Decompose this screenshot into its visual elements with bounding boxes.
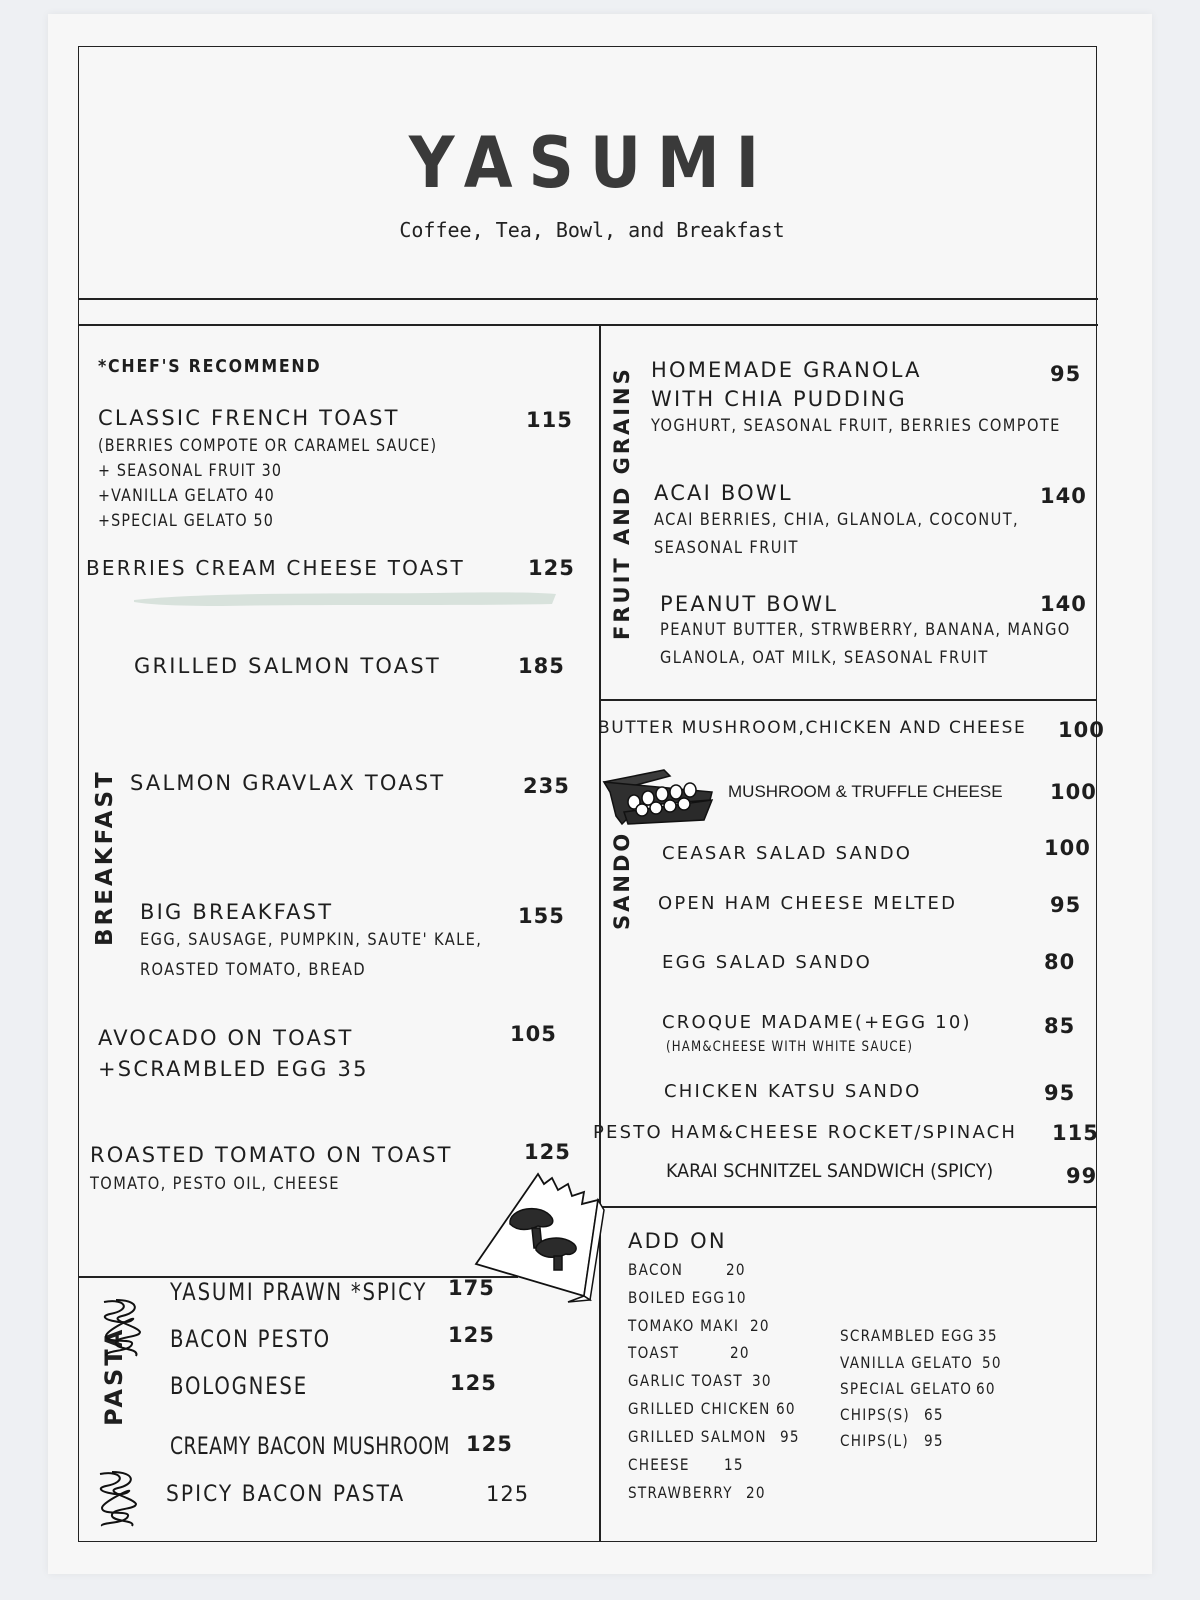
item-description: YOGHURT, SEASONAL FRUIT, BERRIES COMPOTE: [651, 416, 1061, 436]
item-description: SEASONAL FRUIT: [654, 538, 799, 558]
item-price: 95: [1050, 893, 1082, 917]
egg-carton-icon: [600, 762, 718, 828]
item-price: 125: [466, 1432, 513, 1456]
menu-page: [48, 14, 1152, 1574]
item-price: 100: [1050, 780, 1097, 804]
item-name-line2: +SCRAMBLED EGG 35: [98, 1057, 369, 1081]
add-on-name: TOMAKO MAKI: [628, 1316, 740, 1335]
add-on-price: 20: [730, 1343, 750, 1362]
item-name: BOLOGNESE: [170, 1372, 308, 1400]
item-name: CROQUE MADAME(+EGG 10): [662, 1012, 972, 1033]
item-name: BUTTER MUSHROOM,CHICKEN AND CHEESE: [598, 718, 1027, 738]
add-on-name: BOILED EGG: [628, 1288, 726, 1307]
item-name: GRILLED SALMON TOAST: [134, 654, 441, 678]
item-name: EGG SALAD SANDO: [662, 952, 872, 973]
item-price: 99: [1066, 1164, 1098, 1188]
item-note: + SEASONAL FRUIT 30: [98, 461, 283, 481]
item-price: 140: [1040, 484, 1087, 508]
section-title-breakfast: BREAKFAST: [92, 769, 118, 946]
add-on-price: 60: [776, 1399, 796, 1418]
add-on-price: 20: [746, 1483, 766, 1502]
item-price: 125: [448, 1323, 495, 1347]
add-on-price: 95: [924, 1431, 944, 1450]
tagline: Coffee, Tea, Bowl, and Breakfast: [399, 218, 785, 242]
add-on-name: STRAWBERRY: [628, 1483, 733, 1502]
add-on-name: GARLIC TOAST: [628, 1371, 744, 1390]
mushroom-bag-icon: [472, 1170, 632, 1320]
item-name: CLASSIC FRENCH TOAST: [98, 406, 400, 430]
add-on-price: 60: [976, 1379, 996, 1398]
item-name: CREAMY BACON MUSHROOM: [170, 1432, 450, 1460]
add-on-name: CHIPS(L): [840, 1431, 909, 1450]
item-price: 175: [448, 1276, 495, 1300]
item-description: PEANUT BUTTER, STRWBERRY, BANANA, MANGO: [660, 620, 1071, 640]
pasta-twist-icon: [96, 1296, 144, 1360]
add-on-name: GRILLED CHICKEN: [628, 1399, 771, 1418]
item-name: KARAI SCHNITZEL SANDWICH (SPICY): [666, 1160, 994, 1182]
item-name: MUSHROOM & TRUFFLE CHEESE: [728, 782, 1003, 801]
add-on-price: 65: [924, 1405, 944, 1424]
frame-top: [78, 46, 1096, 47]
item-price: 185: [518, 654, 565, 678]
item-name: SPICY BACON PASTA: [166, 1482, 406, 1507]
add-on-price: 20: [750, 1316, 770, 1335]
item-note: (HAM&CHEESE WITH WHITE SAUCE): [666, 1039, 914, 1055]
item-price: 80: [1044, 950, 1076, 974]
item-name-line2: WITH CHIA PUDDING: [651, 387, 907, 411]
add-on-price: 35: [978, 1326, 998, 1345]
add-on-name: BACON: [628, 1260, 684, 1279]
item-name: CEASAR SALAD SANDO: [662, 843, 913, 864]
item-price: 125: [486, 1482, 530, 1506]
item-price: 115: [526, 408, 573, 432]
header-divider-2: [78, 324, 1098, 326]
item-price: 115: [1052, 1121, 1099, 1145]
add-on-name: TOAST: [628, 1343, 680, 1362]
item-name: PEANUT BOWL: [660, 592, 839, 616]
item-price: 100: [1044, 836, 1091, 860]
add-on-price: 15: [724, 1455, 744, 1474]
item-price: 85: [1044, 1014, 1076, 1038]
item-price: 125: [524, 1140, 571, 1164]
item-price: 95: [1044, 1081, 1076, 1105]
column-divider: [599, 325, 601, 1541]
add-on-title: ADD ON: [628, 1229, 727, 1253]
add-on-price: 10: [727, 1288, 747, 1307]
section-title-fruit-and-grains: FRUIT AND GRAINS: [610, 366, 634, 640]
add-on-name: CHIPS(S): [840, 1405, 911, 1424]
brand-name: YASUMI: [408, 122, 776, 204]
add-on-name: CHEESE: [628, 1455, 690, 1474]
item-name: ROASTED TOMATO ON TOAST: [90, 1143, 453, 1167]
pasta-twist-icon: [92, 1468, 140, 1528]
item-name: BIG BREAKFAST: [140, 900, 334, 924]
item-price: 95: [1050, 362, 1082, 386]
item-name: BERRIES CREAM CHEESE TOAST: [86, 556, 465, 580]
sando-addon-divider: [600, 1206, 1096, 1208]
item-name: OPEN HAM CHEESE MELTED: [658, 893, 958, 914]
add-on-price: 95: [780, 1427, 800, 1446]
item-description: ROASTED TOMATO, BREAD: [140, 960, 367, 980]
section-title-pasta: PASTA: [100, 1326, 128, 1426]
chefs-recommend-label: *CHEF'S RECOMMEND: [98, 356, 322, 377]
item-description: GLANOLA, OAT MILK, SEASONAL FRUIT: [660, 648, 989, 668]
item-price: 100: [1058, 718, 1105, 742]
item-price: 105: [510, 1022, 557, 1046]
item-price: 125: [528, 556, 575, 580]
section-title-sando: SANDO: [610, 830, 634, 930]
add-on-name: SCRAMBLED EGG: [840, 1326, 975, 1345]
frame-left: [78, 46, 79, 1542]
add-on-price: 20: [726, 1260, 746, 1279]
item-note: +VANILLA GELATO 40: [98, 486, 275, 506]
item-price: 140: [1040, 592, 1087, 616]
item-name: SALMON GRAVLAX TOAST: [130, 771, 446, 795]
item-note: +SPECIAL GELATO 50: [98, 511, 274, 531]
item-name: HOMEMADE GRANOLA: [651, 358, 922, 382]
item-price: 125: [450, 1371, 497, 1395]
add-on-name: SPECIAL GELATO: [840, 1379, 973, 1398]
item-description: ACAI BERRIES, CHIA, GLANOLA, COCONUT,: [654, 510, 1020, 530]
header-divider-1: [78, 298, 1098, 300]
item-name: CHICKEN KATSU SANDO: [664, 1081, 922, 1102]
item-name: AVOCADO ON TOAST: [98, 1026, 354, 1050]
item-name: BACON PESTO: [170, 1325, 331, 1353]
item-note: (BERRIES COMPOTE OR CARAMEL SAUCE): [98, 436, 438, 456]
item-price: 235: [523, 774, 570, 798]
fruit-sando-divider: [600, 699, 1096, 701]
item-name: ACAI BOWL: [654, 481, 793, 505]
add-on-name: GRILLED SALMON: [628, 1427, 767, 1446]
item-description: EGG, SAUSAGE, PUMPKIN, SAUTE' KALE,: [140, 930, 483, 950]
add-on-name: VANILLA GELATO: [840, 1353, 974, 1372]
frame-bottom: [78, 1541, 1096, 1542]
item-name: PESTO HAM&CHEESE ROCKET/SPINACH: [593, 1122, 1018, 1143]
item-name: YASUMI PRAWN *SPICY: [170, 1278, 428, 1306]
add-on-price: 50: [982, 1353, 1002, 1372]
item-description: TOMATO, PESTO OIL, CHEESE: [90, 1174, 340, 1194]
item-price: 155: [518, 904, 565, 928]
add-on-price: 30: [752, 1371, 772, 1390]
brush-stroke-decoration: [132, 584, 560, 610]
